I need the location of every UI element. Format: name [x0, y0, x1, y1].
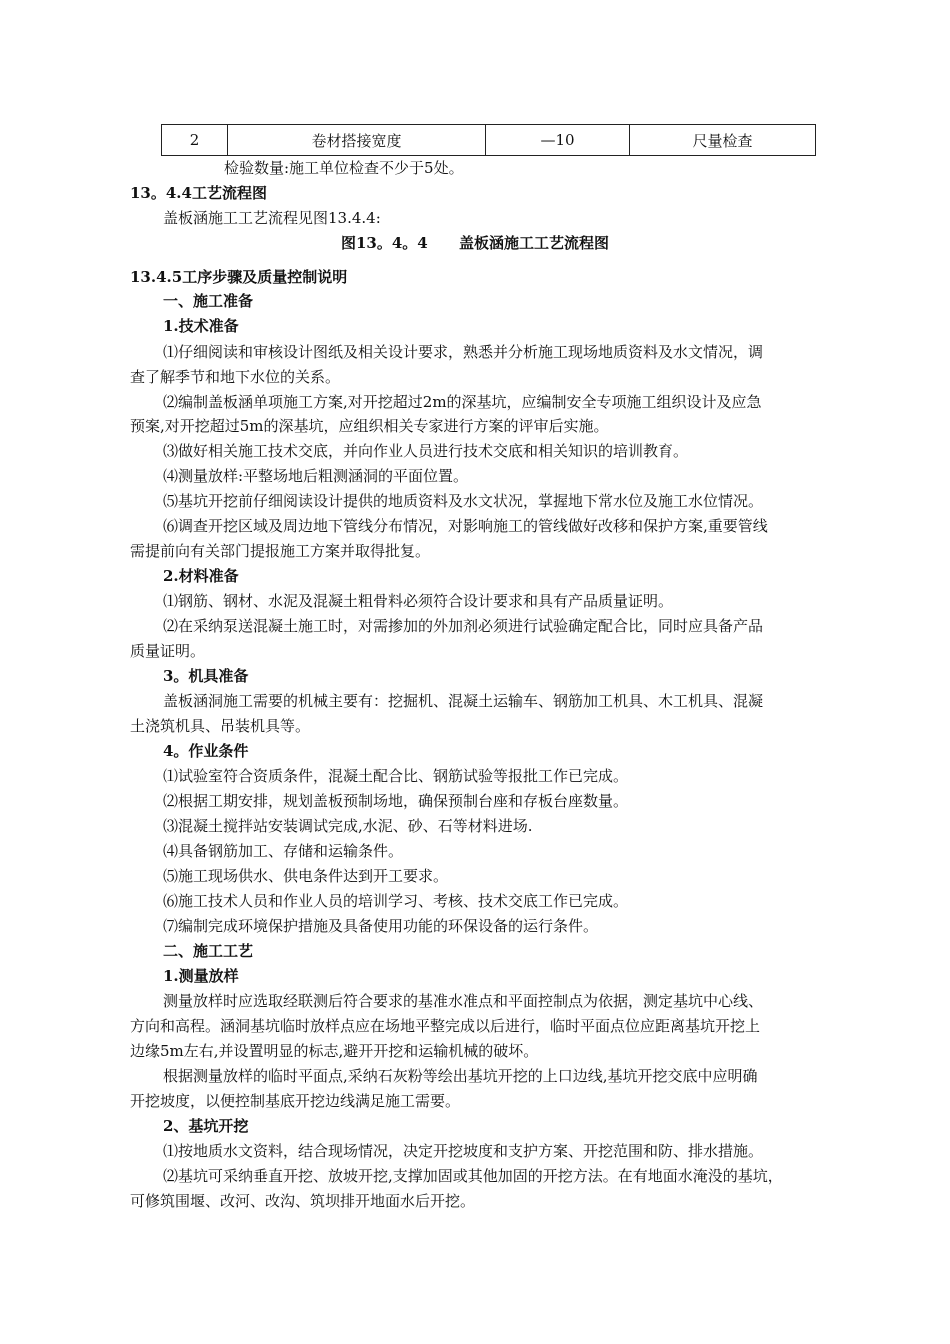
inspection-quantity: 检验数量:施工单位检查不少于5处。 [224, 159, 464, 177]
heading-surveying: 1.测量放样 [163, 967, 239, 985]
heading-equipment-prep: 3。机具准备 [163, 667, 249, 685]
flow-reference: 盖板涵施工工艺流程见图13.4.4: [163, 209, 381, 227]
paragraph-line: ⑺编制完成环境保护措施及具备使用功能的环保设备的运行条件。 [163, 917, 599, 935]
heading-construction-process: 二、施工工艺 [163, 942, 254, 960]
figure-caption: 图13。4。4 盖板涵施工工艺流程图 [340, 234, 610, 252]
paragraph-line: 土浇筑机具、吊装机具等。 [130, 717, 311, 735]
heading-tech-prep: 1.技术准备 [163, 317, 239, 335]
paragraph-line: ⑵编制盖板涵单项施工方案,对开挖超过2m的深基坑，应编制安全专项施工组织设计及应急 [163, 393, 762, 411]
paragraph-line: ⑴按地质水文资料，结合现场情况，决定开挖坡度和支护方案、开挖范围和防、排水措施。 [163, 1142, 764, 1160]
paragraph-line: 测量放样时应选取经联测后符合要求的基准水准点和平面控制点为依据，测定基坑中心线、 [163, 992, 764, 1010]
paragraph-line: ⑴仔细阅读和审核设计图纸及相关设计要求，熟悉并分析施工现场地质资料及水文情况，调 [163, 343, 764, 361]
paragraph-line: ⑴钢筋、钢材、水泥及混凝土粗骨料必须符合设计要求和具有产品质量证明。 [163, 592, 674, 610]
heading-prep: 一、施工准备 [163, 292, 254, 310]
paragraph-line: ⑹施工技术人员和作业人员的培训学习、考核、技术交底工作已完成。 [163, 892, 629, 910]
paragraph-line: 查了解季节和地下水位的关系。 [130, 368, 341, 386]
table-cell-tolerance: —10 [486, 125, 630, 156]
paragraph-line: ⑴试验室符合资质条件，混凝土配合比、钢筋试验等报批工作已完成。 [163, 767, 629, 785]
paragraph-line: ⑶做好相关施工技术交底，并向作业人员进行技术交底和相关知识的培训教育。 [163, 442, 689, 460]
paragraph-line: 可修筑围堰、改河、改沟、筑坝排开地面水后开挖。 [130, 1192, 476, 1210]
table-cell-no: 2 [162, 125, 228, 156]
paragraph-line: ⑵根据工期安排，规划盖板预制场地，确保预制台座和存板台座数量。 [163, 792, 629, 810]
heading-work-conditions: 4。作业条件 [163, 742, 249, 760]
paragraph-line: ⑷具备钢筋加工、存储和运输条件。 [163, 842, 404, 860]
paragraph-line: ⑸基坑开挖前仔细阅读设计提供的地质资料及水文状况，掌握地下常水位及施工水位情况。 [163, 492, 764, 510]
table-row [162, 125, 816, 156]
paragraph-line: 开挖坡度，以便控制基底开挖边线满足施工需要。 [130, 1092, 461, 1110]
section-heading-13-4-4: 13。4.4工艺流程图 [130, 184, 267, 202]
paragraph-line: ⑶混凝土搅拌站安装调试完成,水泥、砂、石等材料进场. [163, 817, 533, 835]
paragraph-line: ⑷测量放样:平整场地后粗测涵洞的平面位置。 [163, 467, 469, 485]
table-cell-item: 卷材搭接宽度 [228, 125, 486, 156]
paragraph-line: 质量证明。 [130, 642, 206, 660]
section-heading-13-4-5: 13.4.5工序步骤及质量控制说明 [130, 268, 348, 286]
paragraph-line: 需提前向有关部门提报施工方案并取得批复。 [130, 542, 431, 560]
paragraph-line: ⑵在采纳泵送混凝土施工时，对需掺加的外加剂必须进行试验确定配合比，同时应具备产品 [163, 617, 764, 635]
tolerance-table [161, 124, 816, 156]
paragraph-line: ⑸施工现场供水、供电条件达到开工要求。 [163, 867, 449, 885]
paragraph-line: 根据测量放样的临时平面点,采纳石灰粉等绘出基坑开挖的上口边线,基坑开挖交底中应明确 [163, 1067, 758, 1085]
heading-excavation: 2、基坑开挖 [163, 1117, 249, 1135]
paragraph-line: 边缘5m左右,并设置明显的标志,避开开挖和运输机械的破坏。 [130, 1042, 539, 1060]
paragraph-line: ⑹调查开挖区域及周边地下管线分布情况，对影响施工的管线做好改移和保护方案,重要管线 [163, 517, 768, 535]
paragraph-line: 预案,对开挖超过5m的深基坑，应组织相关专家进行方案的评审后实施。 [130, 417, 609, 435]
table-cell-method: 尺量检查 [630, 125, 816, 156]
paragraph-line: 盖板涵洞施工需要的机械主要有：挖掘机、混凝土运输车、钢筋加工机具、木工机具、混凝 [163, 692, 764, 710]
heading-material-prep: 2.材料准备 [163, 567, 239, 585]
paragraph-line: ⑵基坑可采纳垂直开挖、放坡开挖,支撑加固或其他加固的开挖方法。在有地面水淹没的基坑， [163, 1167, 783, 1185]
paragraph-line: 方向和高程。涵洞基坑临时放样点应在场地平整完成以后进行，临时平面点位应距离基坑开挖上 [130, 1017, 761, 1035]
